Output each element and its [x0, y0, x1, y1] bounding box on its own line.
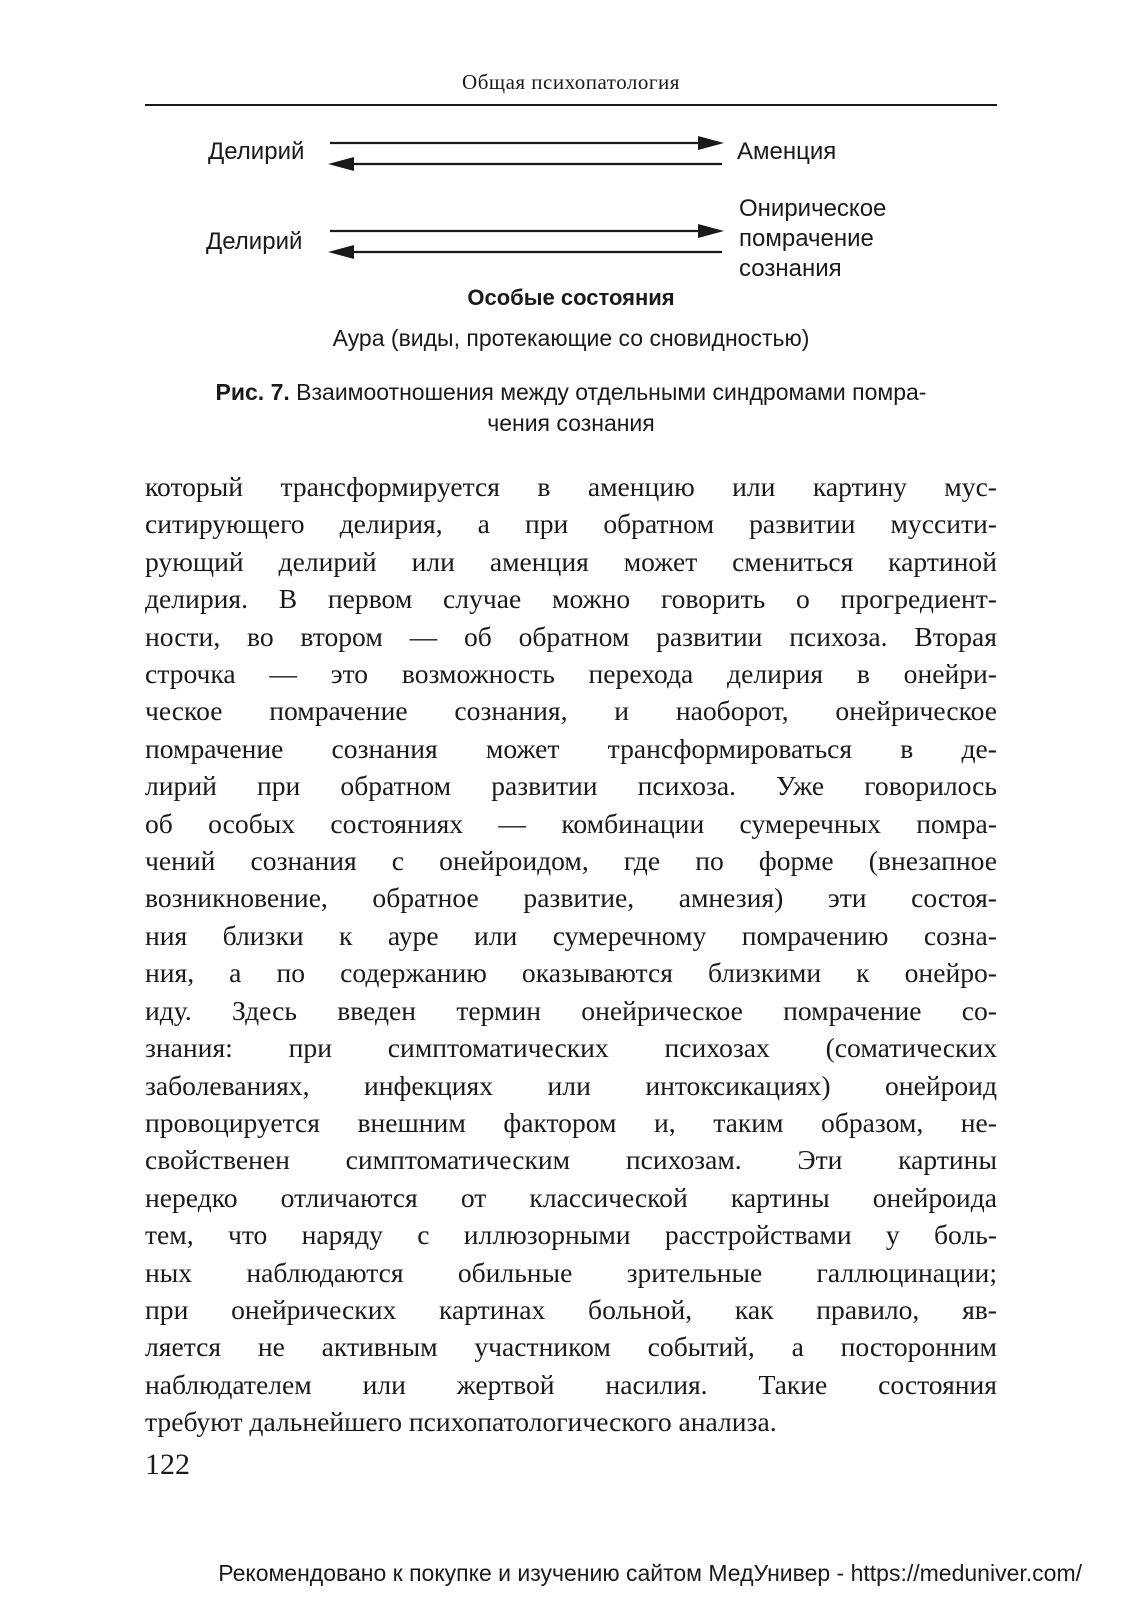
row1-left-label: Делирий	[208, 138, 305, 165]
footer-recommendation: Рекомендовано к покупке и изучению сайтом МедУнивер - https://meduniver.com/	[218, 1560, 1082, 1586]
body-line: ных наблюдаются обильные зрительные галлюцинации;	[145, 1256, 997, 1288]
row2-forward-arrow	[330, 224, 724, 238]
row1-forward-arrow	[330, 136, 724, 150]
body-line: помрачение сознания может трансформироваться в де-	[145, 732, 997, 764]
body-line: при онейрических картинах больной, как правило, яв-	[145, 1293, 997, 1325]
body-line: иду. Здесь введен термин онейрическое помрачение со-	[145, 994, 997, 1026]
body-line: ческое помрачение сознания, и наоборот, онейрическое	[145, 695, 997, 727]
body-line: ности, во втором — об обратном развитии психоза. Вторая	[145, 620, 997, 652]
body-line: возникновение, обратное развитие, амнезия) эти состоя-	[145, 882, 997, 914]
body-line: который трансформируется в аменцию или картину мус-	[145, 471, 997, 502]
row2-backward-arrow	[328, 245, 722, 259]
running-head: Общая психопатология	[462, 70, 680, 94]
caption-label: Рис. 7.	[215, 379, 290, 405]
row2-right-line-2: помрачение	[739, 225, 874, 252]
body-line: требуют дальнейшего психопатологического анализа.	[145, 1406, 777, 1438]
row2-right-line-1: Онирическое	[739, 195, 887, 222]
body-paragraph	[145, 468, 997, 1441]
body-line: об особых состояниях — комбинации сумеречных помра-	[145, 807, 997, 839]
body-line: ляется не активным участником событий, а посторонним	[145, 1331, 997, 1363]
body-line: тем, что наряду с иллюзорными расстройствами у боль-	[145, 1219, 997, 1251]
row2-left-label: Делирий	[206, 228, 303, 255]
body-line: наблюдателем или жертвой насилия. Такие состояния	[145, 1368, 997, 1400]
page-number: 122	[145, 1448, 190, 1481]
body-line: рующий делирий или аменция может смениться картиной	[145, 545, 997, 577]
caption-text: Взаимоотношения между отдельными синдромами помра-	[296, 379, 927, 405]
body-line: свойственен симптоматическим психозам. Эти картины	[145, 1144, 997, 1176]
body-line: ния близки к ауре или сумеречному помрачению созна-	[145, 919, 997, 951]
body-line: провоцируется внешним фактором и, таким образом, не-	[145, 1106, 997, 1138]
body-line: лирий при обратном развитии психоза. Уже говорилось	[145, 770, 997, 802]
special-states-subtitle: Аура (виды, протекающие со сновидностью)	[332, 325, 810, 351]
row1-backward-arrow	[328, 157, 722, 171]
body-line: чений сознания с онейроидом, где по форме (внезапное	[145, 845, 997, 877]
figure-caption	[145, 377, 997, 439]
body-line: делирия. В первом случае можно говорить о прогредиент-	[145, 583, 997, 615]
body-line: ния, а по содержанию оказываются близкими к онейро-	[145, 957, 997, 989]
body-line: заболеваниях, инфекциях или интоксикациях) онейроид	[145, 1069, 997, 1101]
row2-right-line-3: сознания	[739, 255, 842, 282]
body-line: нередко отличаются от классической картины онейроида	[145, 1181, 997, 1213]
body-line: ситирующего делирия, а при обратном развитии муссити-	[145, 508, 997, 540]
row1-right-label: Аменция	[737, 138, 837, 165]
caption-text-2: чения сознания	[487, 410, 655, 436]
special-states-title: Особые состояния	[467, 285, 675, 310]
body-line: знания: при симптоматических психозах (соматических	[145, 1032, 997, 1064]
body-line: строчка — это возможность перехода делирия в онейри-	[145, 658, 997, 690]
